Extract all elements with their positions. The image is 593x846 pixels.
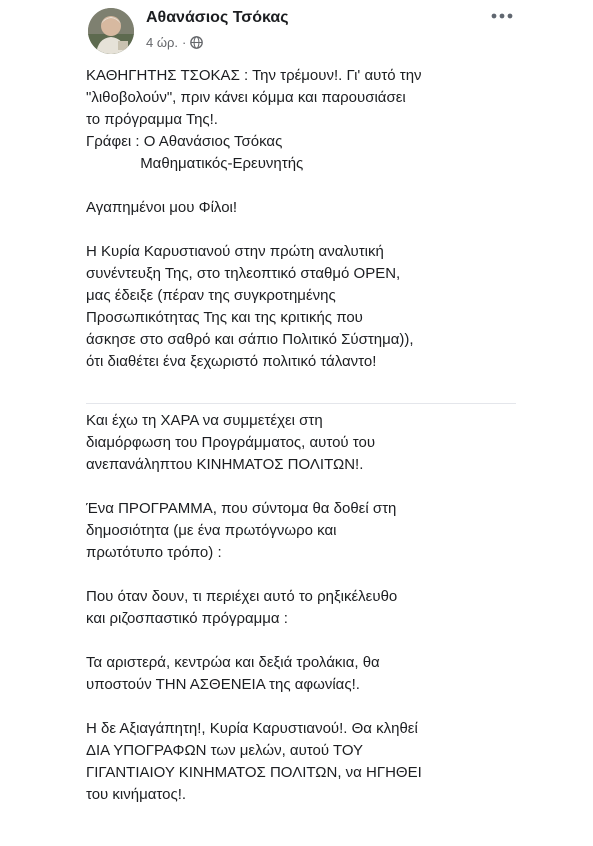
post-paragraph: Τα αριστερά, κεντρώα και δεξιά τρολάκια, θα υποστούν ΤΗΝ ΑΣΘΕΝΕΙΑ της αφωνίας!. [86, 654, 380, 693]
avatar[interactable] [88, 8, 134, 54]
paragraph-gap [86, 564, 526, 586]
post-paragraph [86, 219, 526, 241]
post-paragraph: Και έχω τη ΧΑΡΑ να συμμετέχει στη διαμόρφωση του Προγράμματος, αυτού του ανεπανάληπτου ΚΙΝΗΜΑΤΟΣ ΠΟΛΙΤΩΝ!. [86, 412, 376, 473]
post-text-bottom [86, 410, 526, 806]
post-paragraph: ΚΑΘΗΓΗΤΗΣ ΤΣΟΚΑΣ : Την τρέμουν!. Γι' αυτό την "λιθοβολούν", πριν κάνει κόμμα και παρουσιάσει το πρόγραμμα Της!. Γράφει : Ο Αθανάσιος Τσόκας Μαθηματικός-Ερευνητής [86, 67, 422, 172]
post-paragraph: Ένα ΠΡΟΓΡΑΜΜΑ, που σύντομα θα δοθεί στη δημοσιότητα (με ένα πρωτόγνωρο και πρωτότυπο τρόπο) : [86, 500, 397, 561]
post-paragraph [86, 175, 526, 197]
post-paragraph: Η Κυρία Καρυστιανού στην πρώτη αναλυτική συνέντευξη Της, στο τηλεοπτικό σταθμό OPEN, μας έδειξε (πέραν της συγκροτημένης Προσωπικότητας Της και της κριτικής που άσκησε στο σαθρό και σάπιο Πολιτικό Σύστημα)), ότι διαθέτει ένα ξεχωριστό πολιτικό τάλαντο! [86, 243, 414, 370]
post-meta [146, 35, 203, 50]
avatar-image [88, 8, 134, 54]
post-header [0, 0, 593, 60]
post-paragraph: Που όταν δουν, τι περιέχει αυτό το ρηξικέλευθο και ριζοσπαστικό πρόγραμμα : [86, 588, 398, 627]
post-paragraph: Η δε Αξιαγάπητη!, Κυρία Καρυστιανού!. Θα κληθεί ΔΙΑ ΥΠΟΓΡΑΦΩΝ των μελών, αυτού ΤΟΥ ΓΙΓΑΝΤΙΑΙΟΥ ΚΙΝΗΜΑΤΟΣ ΠΟΛΙΤΩΝ, να ΗΓΗΘΕΙ του κινήματος!. [86, 720, 422, 803]
more-options-icon[interactable] [488, 6, 516, 26]
meta-separator: · [182, 35, 187, 50]
paragraph-gap [86, 476, 526, 498]
paragraph-gap [86, 696, 526, 718]
divider [86, 403, 516, 404]
author-name[interactable]: Αθανάσιος Τσόκας [146, 9, 289, 26]
post-paragraph: Αγαπημένοι μου Φίλοι! [86, 199, 238, 216]
post-text-top [86, 65, 526, 373]
globe-icon [190, 36, 203, 49]
paragraph-gap [86, 630, 526, 652]
post-time[interactable]: 4 ώρ. [146, 35, 178, 50]
